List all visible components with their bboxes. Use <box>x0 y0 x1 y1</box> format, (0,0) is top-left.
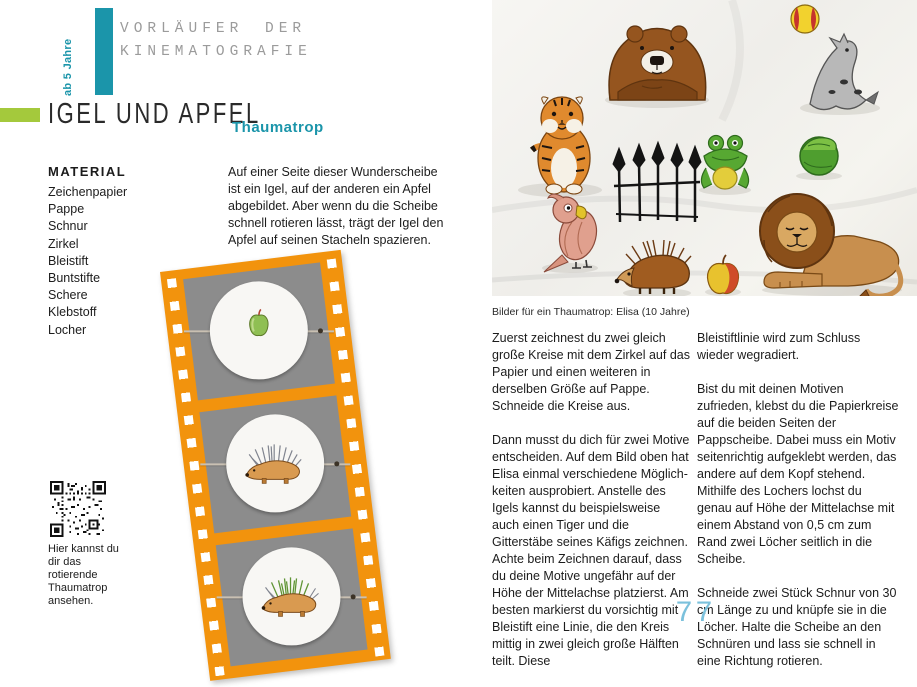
page-title: IGEL UND APFEL <box>48 97 261 131</box>
paragraph: Bist du mit deinen Motiven zufrieden, klebst du die Papierkreise auf die beiden Seiten der Pappscheibe. Dabei muss ein Motiv seitenrichtig aufgeklebt werden, das andere auf dem Kopf stehend. Mithilfe des Lochers lochst du genau auf Höhe der Mittelachse mit einem Abstand von 0,5 cm zum Rand zwei Löcher seitlich in die Scheibe. <box>697 381 899 568</box>
age-tab-bar <box>95 8 113 95</box>
filmstrip-image <box>160 250 391 681</box>
cabbage-drawing <box>796 137 842 180</box>
material-item: Bleistift <box>48 253 127 270</box>
material-item: Pappe <box>48 201 127 218</box>
series-title-line1: VORLÄUFER DER <box>120 18 312 41</box>
filmstrip-frame-hedgehog-grass <box>216 528 368 666</box>
material-item: Schnur <box>48 218 127 235</box>
artwork-photo <box>492 0 917 296</box>
material-item: Zirkel <box>48 236 127 253</box>
fence-drawing <box>613 142 701 222</box>
paragraph: Bleistiftlinie wird zum Schluss wieder wegradiert. <box>697 330 899 364</box>
body-column-2 <box>697 330 899 687</box>
material-item: Klebstoff <box>48 304 127 321</box>
qr-code <box>50 481 106 537</box>
series-title <box>120 18 312 64</box>
material-item: Schere <box>48 287 127 304</box>
hedgehog-grass-icon <box>261 575 323 617</box>
page-number: 77 <box>650 597 740 631</box>
material-heading: MATERIAL <box>48 164 126 179</box>
material-item: Locher <box>48 322 127 339</box>
filmstrip-frame-hedgehog <box>199 395 351 533</box>
qr-caption: Hier kannst du dir das rotierende Thaumatrop ansehen. <box>48 543 124 608</box>
page-subtitle: Thaumatrop <box>232 119 324 136</box>
paragraph: Zuerst zeichnest du zwei gleich große Kreise mit dem Zirkel auf das Papier und einen weiteren in derselben Größe auf Pappe. Schneide die Kreise aus. <box>492 330 690 415</box>
material-item: Zeichenpapier <box>48 184 127 201</box>
apple-icon <box>246 307 272 339</box>
thaumatrope-disc <box>226 414 324 512</box>
hedgehog-icon <box>244 442 306 484</box>
paragraph: Dann musst du dich für zwei Motive entscheiden. Auf dem Bild oben hat Elisa einmal verschiedene Möglichkeiten ausprobiert. Anstelle des Igels kannst du beispielsweise auch einen Tiger und die Gitterstäbe seines Käfigs zeichnen. Achte beim Zeichnen darauf, dass du deine Motive ungefähr auf der Höhe der Mittelachse platzierst. Am besten markierst du vorsichtig mit Bleistift eine Linie, die den Kreis mittig in zwei gleich große Hälften teilt. Diese <box>492 432 690 670</box>
chapter-color-bar <box>0 108 40 122</box>
thaumatrope-disc <box>210 281 308 379</box>
material-item: Buntstifte <box>48 270 127 287</box>
ball-drawing <box>791 5 819 33</box>
frog-drawing <box>699 136 751 196</box>
figure-caption: Bilder für ein Thaumatrop: Elisa (10 Jahre) <box>492 306 690 318</box>
intro-paragraph: Auf einer Seite dieser Wunderscheibe ist ein Igel, auf der anderen ein Apfel abgebildet. Aber wenn du die Scheibe schnell rotieren lässt, trägt der Igel den Apfel auf seinen Stacheln spazieren. <box>228 164 450 249</box>
filmstrip-frame-apple <box>183 262 335 400</box>
bear-drawing <box>605 26 709 108</box>
age-tab-label: ab 5 Jahre <box>62 16 74 96</box>
material-list <box>48 184 127 339</box>
paragraph: Schneide zwei Stück Schnur von 30 cm Länge zu und knüpfe sie in die Löcher. Halte die Scheibe an den Schnüren und lass sie schnell in eine Richtung rotieren. <box>697 585 899 670</box>
hedgehog-drawing <box>615 240 691 296</box>
seal-drawing <box>800 34 880 115</box>
series-title-line2: KINEMATOGRAFIE <box>120 41 312 64</box>
parrot-drawing <box>542 194 602 273</box>
body-column-1 <box>492 330 690 687</box>
thaumatrope-disc <box>243 547 341 645</box>
tiger-drawing <box>518 97 602 197</box>
apple-drawing <box>705 255 741 296</box>
